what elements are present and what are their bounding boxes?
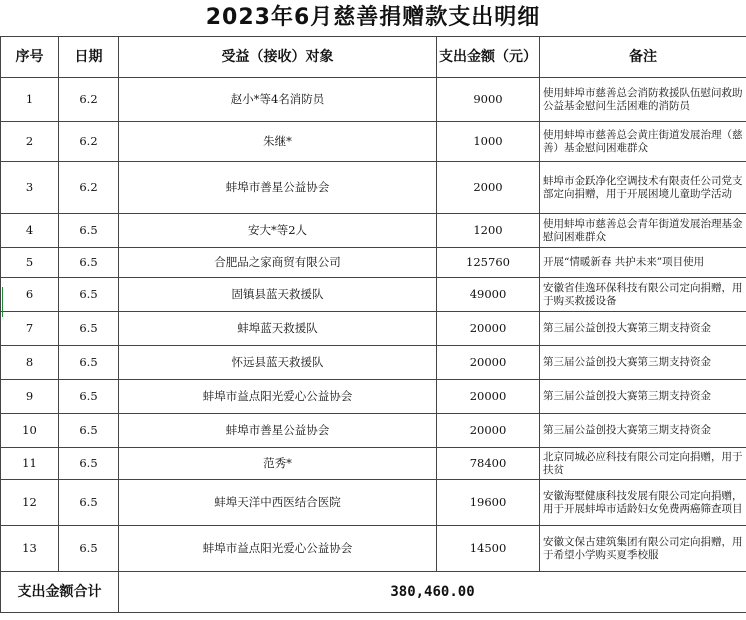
row-note: 安徽海墅健康科技发展有限公司定向捐赠，用于开展蚌埠市适龄妇女免费两癌筛查项目 [540, 480, 746, 526]
table-row [1, 526, 746, 572]
row-amount: 19600 [437, 480, 540, 526]
table-row [1, 278, 746, 312]
row-amount: 14500 [437, 526, 540, 572]
row-date: 6.5 [59, 480, 119, 526]
row-index: 7 [1, 312, 59, 346]
row-index: 12 [1, 480, 59, 526]
row-index: 13 [1, 526, 59, 572]
row-index: 10 [1, 414, 59, 448]
header-note: 备注 [540, 37, 746, 78]
row-date: 6.5 [59, 248, 119, 278]
row-amount: 78400 [437, 448, 540, 480]
header-row [1, 37, 746, 78]
row-date: 6.5 [59, 448, 119, 480]
table-row [1, 122, 746, 162]
table-row [1, 248, 746, 278]
header-amount: 支出金额（元） [437, 37, 540, 78]
row-recipient: 怀远县蓝天救援队 [119, 346, 437, 380]
row-amount: 2000 [437, 162, 540, 214]
row-amount: 20000 [437, 414, 540, 448]
row-date: 6.5 [59, 346, 119, 380]
row-recipient: 合肥品之家商贸有限公司 [119, 248, 437, 278]
row-amount: 49000 [437, 278, 540, 312]
table-row [1, 162, 746, 214]
row-recipient: 蚌埠市善星公益协会 [119, 162, 437, 214]
row-note: 第三届公益创投大赛第三期支持资金 [540, 414, 746, 448]
row-amount: 20000 [437, 312, 540, 346]
header-recipient: 受益（接收）对象 [119, 37, 437, 78]
row-date: 6.5 [59, 414, 119, 448]
row-recipient: 蚌埠蓝天救援队 [119, 312, 437, 346]
row-index: 4 [1, 214, 59, 248]
row-amount: 20000 [437, 380, 540, 414]
page-title: 2023年6月慈善捐赠款支出明细 [205, 5, 541, 30]
row-note: 安徽省佳逸环保科技有限公司定向捐赠，用于购买救援设备 [540, 278, 746, 312]
row-note: 使用蚌埠市慈善总会消防救援队伍慰问救助公益基金慰问生活困难的消防员 [540, 78, 746, 122]
total-label: 支出金额合计 [1, 572, 119, 613]
row-index: 11 [1, 448, 59, 480]
row-recipient: 蚌埠天洋中西医结合医院 [119, 480, 437, 526]
row-amount: 1000 [437, 122, 540, 162]
row-recipient: 朱继* [119, 122, 437, 162]
row-date: 6.2 [59, 78, 119, 122]
row-index: 3 [1, 162, 59, 214]
row-recipient: 固镇县蓝天救援队 [119, 278, 437, 312]
row-note: 蚌埠市金跃净化空调技术有限责任公司党支部定向捐赠，用于开展困境儿童助学活动 [540, 162, 746, 214]
table-row [1, 214, 746, 248]
row-note: 开展“情暖新春 共护未来”项目使用 [540, 248, 746, 278]
row-amount: 20000 [437, 346, 540, 380]
row-amount: 1200 [437, 214, 540, 248]
table-row [1, 312, 746, 346]
row-recipient: 蚌埠市善星公益协会 [119, 414, 437, 448]
row-note: 第三届公益创投大赛第三期支持资金 [540, 380, 746, 414]
row-note: 使用蚌埠市慈善总会黄庄街道发展治理（慈善）基金慰问困难群众 [540, 122, 746, 162]
row-index: 2 [1, 122, 59, 162]
row-index: 5 [1, 248, 59, 278]
row-note: 使用蚌埠市慈善总会青年街道发展治理基金慰问困难群众 [540, 214, 746, 248]
row-index: 8 [1, 346, 59, 380]
expense-table [0, 36, 746, 613]
table-row [1, 414, 746, 448]
row-selection-marker [2, 287, 3, 317]
row-recipient: 蚌埠市益点阳光爱心公益协会 [119, 526, 437, 572]
row-date: 6.5 [59, 312, 119, 346]
row-date: 6.2 [59, 122, 119, 162]
row-index: 9 [1, 380, 59, 414]
table-row [1, 380, 746, 414]
row-amount: 9000 [437, 78, 540, 122]
row-date: 6.5 [59, 214, 119, 248]
table-row [1, 480, 746, 526]
table-row [1, 346, 746, 380]
row-recipient: 赵小*等4名消防员 [119, 78, 437, 122]
total-row [1, 572, 746, 613]
row-note: 第三届公益创投大赛第三期支持资金 [540, 312, 746, 346]
table-row [1, 448, 746, 480]
row-amount: 125760 [437, 248, 540, 278]
header-date: 日期 [59, 37, 119, 78]
row-note: 第三届公益创投大赛第三期支持资金 [540, 346, 746, 380]
row-index: 6 [1, 278, 59, 312]
row-recipient: 范秀* [119, 448, 437, 480]
row-note: 安徽文保古建筑集团有限公司定向捐赠，用于希望小学购买夏季校服 [540, 526, 746, 572]
row-date: 6.5 [59, 278, 119, 312]
table-row [1, 78, 746, 122]
total-value: 380,460.00 [119, 572, 746, 613]
row-note: 北京同城必应科技有限公司定向捐赠，用于扶贫 [540, 448, 746, 480]
row-index: 1 [1, 78, 59, 122]
header-index: 序号 [1, 37, 59, 78]
row-date: 6.2 [59, 162, 119, 214]
row-recipient: 蚌埠市益点阳光爱心公益协会 [119, 380, 437, 414]
row-date: 6.5 [59, 526, 119, 572]
row-date: 6.5 [59, 380, 119, 414]
row-recipient: 安大*等2人 [119, 214, 437, 248]
